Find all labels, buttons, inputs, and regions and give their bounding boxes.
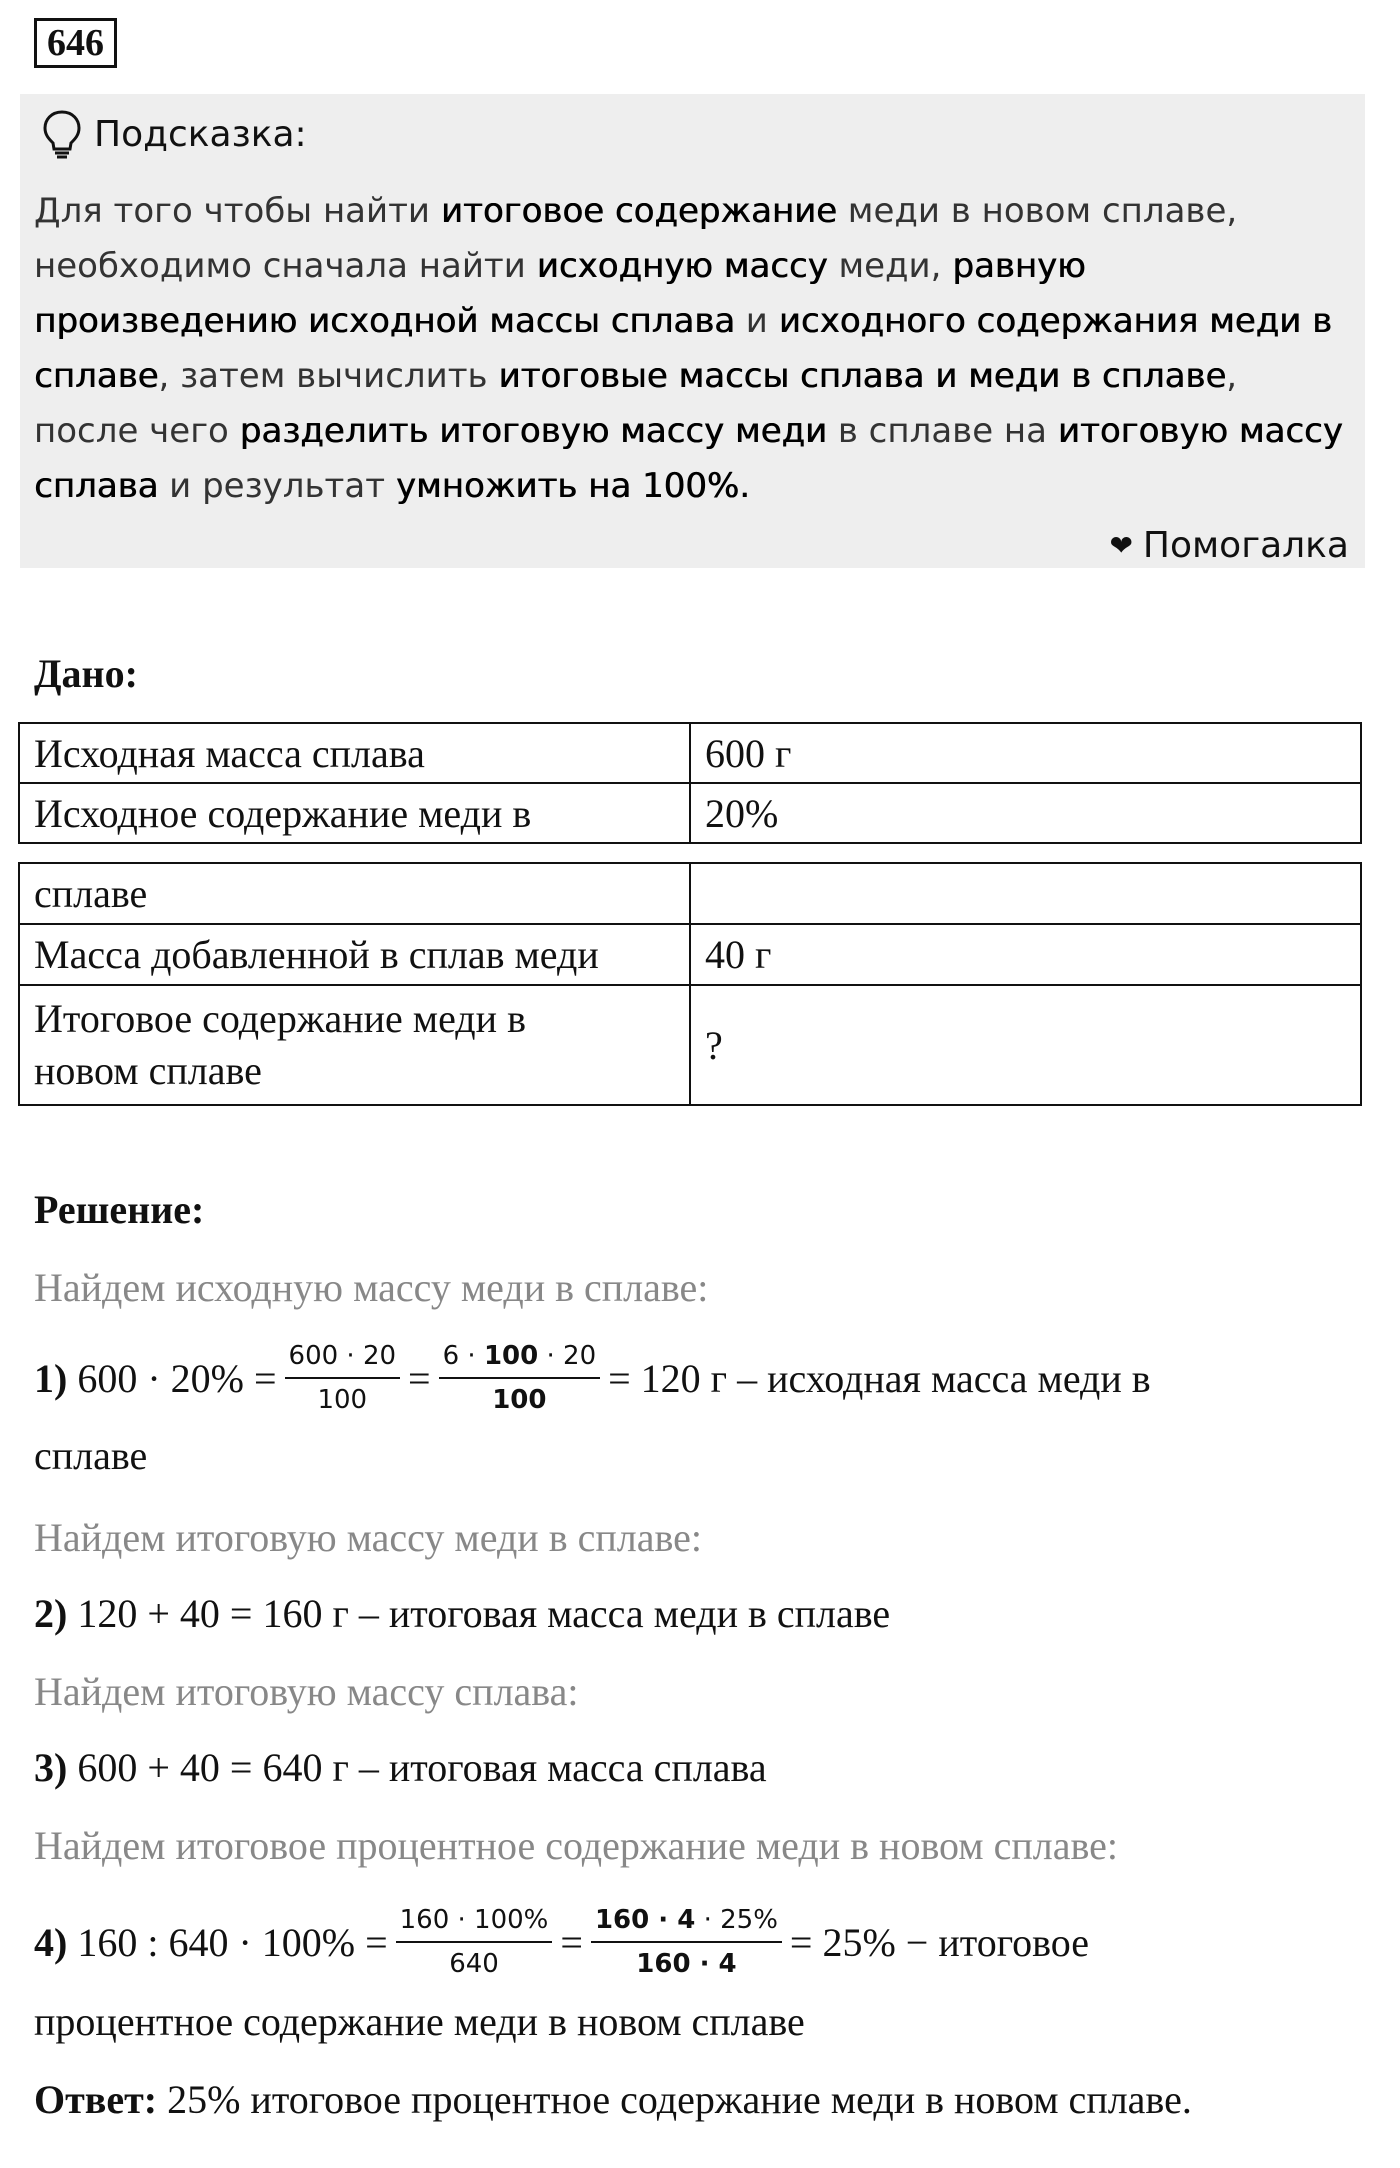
- answer-text: 25% итоговое процентное содержание меди в новом сплаве.: [157, 2077, 1192, 2122]
- table-row: [19, 783, 1361, 843]
- hint-emphasis: исходного содержания меди в сплаве: [34, 301, 1332, 396]
- table-row: [19, 924, 1361, 985]
- fraction-denominator: 640: [449, 1949, 499, 1979]
- answer-line: [34, 2076, 1192, 2123]
- table-cell: 20%: [690, 783, 1361, 843]
- fraction-numerator: 6 · 100 · 20: [439, 1339, 601, 1379]
- hint-run: в сплаве на: [827, 411, 1058, 451]
- lightbulb-icon: [40, 109, 84, 159]
- hint-run: и: [734, 301, 779, 341]
- step4-continuation: процентное содержание меди в новом сплаве: [34, 1999, 805, 2044]
- given-table-1: [18, 722, 1362, 844]
- hint-run: Для того чтобы найти: [34, 191, 441, 231]
- table-cell: 600 г: [690, 723, 1361, 783]
- hint-emphasis: равную произведению исходной массы сплава: [34, 246, 1086, 341]
- fraction-numerator: 160 · 4 · 25%: [591, 1903, 782, 1943]
- hint-emphasis: исходную массу: [536, 246, 828, 286]
- step1-intro: Найдем исходную массу меди в сплаве:: [34, 1265, 709, 1310]
- hint-emphasis: умножить на 100%.: [395, 466, 750, 506]
- table-row: [19, 723, 1361, 783]
- hint-emphasis: итоговую массу сплава: [34, 411, 1343, 506]
- answer-label: Ответ:: [34, 2077, 158, 2122]
- table-cell: [690, 863, 1361, 924]
- step3-intro: Найдем итоговую массу сплава:: [34, 1669, 579, 1714]
- hint-emphasis: итоговое содержание: [440, 191, 837, 231]
- step2-intro: Найдем итоговую массу меди в сплаве:: [34, 1515, 702, 1560]
- step-label: 2): [34, 1591, 68, 1636]
- table-cell: Исходное содержание меди в: [19, 783, 690, 843]
- step3-line: [34, 1744, 767, 1791]
- table-cell: 40 г: [690, 924, 1361, 985]
- task-number: 646: [34, 18, 117, 68]
- step-label: 3): [34, 1745, 68, 1790]
- step3-text: 600 + 40 = 640 г – итоговая масса сплава: [77, 1745, 767, 1790]
- given-table-2: [18, 862, 1362, 1106]
- step-label: 1): [34, 1355, 68, 1401]
- hint-run: , затем вычислить: [158, 356, 499, 396]
- brand-name: Помогалка: [1142, 525, 1349, 566]
- step2-line: [34, 1590, 890, 1637]
- hint-emphasis: разделить итоговую массу меди: [239, 411, 828, 451]
- step1-continuation: сплаве: [34, 1433, 148, 1478]
- heart-icon: ❤: [1109, 529, 1133, 562]
- hint-run: и результат: [158, 466, 396, 506]
- hint-header: [40, 106, 307, 162]
- fraction: [396, 1903, 553, 1981]
- table-row: [19, 985, 1361, 1105]
- table-cell: ?: [690, 985, 1361, 1105]
- hint-text: [34, 184, 1344, 514]
- step4-line: [34, 1894, 1089, 1990]
- fraction-numerator: 600 · 20: [285, 1339, 401, 1379]
- step4-intro: Найдем итоговое процентное содержание меди в новом сплаве:: [34, 1823, 1119, 1868]
- table-cell: сплаве: [19, 863, 690, 924]
- hint-run: , после чего: [34, 356, 1238, 451]
- hint-box: [20, 94, 1365, 568]
- step-label: 4): [34, 1919, 68, 1965]
- fraction: [439, 1339, 601, 1417]
- fraction-denominator: 100: [317, 1385, 368, 1415]
- fraction-denominator: 100: [492, 1385, 547, 1415]
- step4-result: = 25% − итоговое: [789, 1919, 1089, 1965]
- hint-run: меди в новом сплаве, необходимо сначала найти: [34, 191, 1238, 286]
- step1-line: [34, 1330, 1151, 1426]
- table-cell: Итоговое содержание меди в новом сплаве: [19, 985, 690, 1105]
- equals-sign: =: [560, 1919, 583, 1965]
- equals-sign: =: [408, 1355, 431, 1401]
- step2-text: 120 + 40 = 160 г – итоговая масса меди в сплаве: [77, 1591, 891, 1636]
- fraction: [285, 1339, 401, 1417]
- step1-result: = 120 г – исходная масса меди в: [608, 1355, 1151, 1401]
- given-heading: Дано:: [34, 651, 138, 696]
- hint-run: меди,: [827, 246, 953, 286]
- table-cell: Масса добавленной в сплав меди: [19, 924, 690, 985]
- fraction: [591, 1903, 782, 1981]
- fraction-numerator: 160 · 100%: [396, 1903, 553, 1943]
- hint-title: Подсказка:: [94, 113, 307, 155]
- brand-label: [1109, 525, 1349, 566]
- fraction-denominator: 160 · 4: [636, 1949, 737, 1979]
- step1-expr: 600 · 20% =: [77, 1355, 277, 1401]
- step4-expr: 160 : 640 · 100% =: [77, 1919, 388, 1965]
- table-cell: Исходная масса сплава: [19, 723, 690, 783]
- hint-emphasis: итоговые массы сплава и меди в сплаве: [498, 356, 1227, 396]
- table-row: [19, 863, 1361, 924]
- solution-heading: Решение:: [34, 1187, 205, 1232]
